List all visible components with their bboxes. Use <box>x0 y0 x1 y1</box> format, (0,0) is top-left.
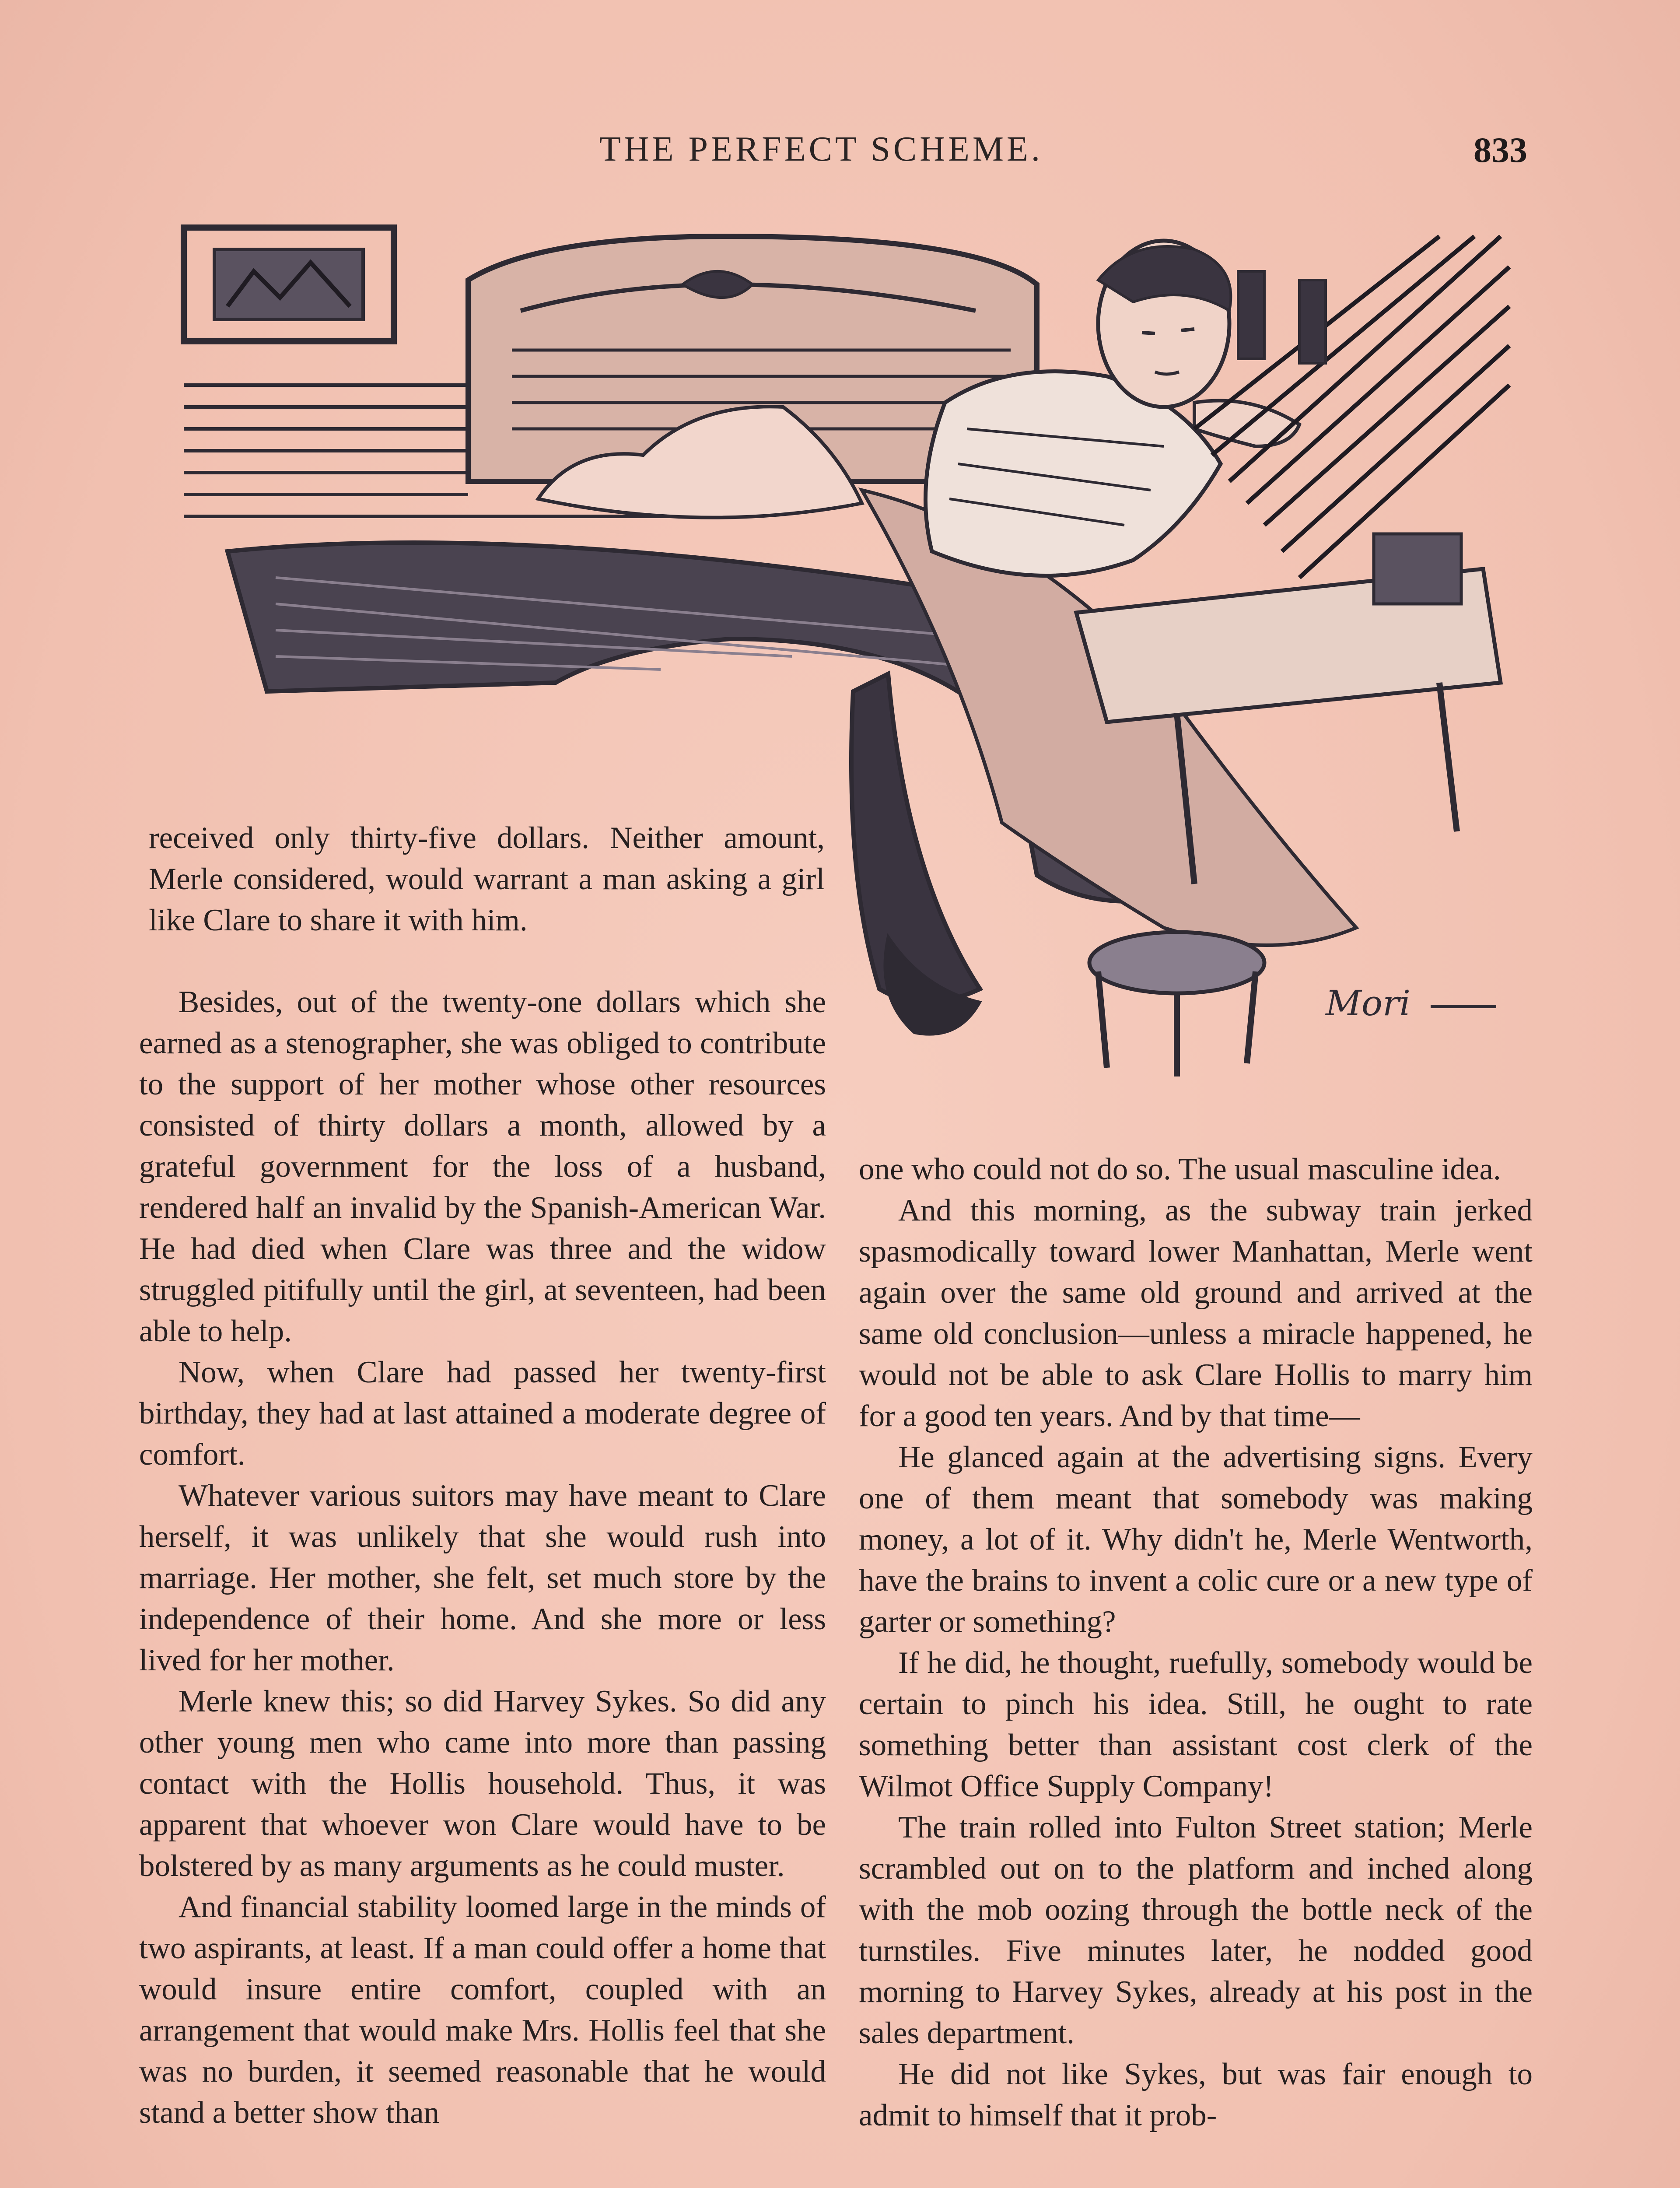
artist-signature: Mori <box>1326 983 1410 1024</box>
paragraph: The train rolled into Fulton Street station; Merle scrambled out on to the platform and inched along with the mob oozing through the bottle neck of the turnstiles. Five minutes later, he nodded good morning to Harvey Sykes, already at his post in the sales department. <box>859 1810 1533 2050</box>
candlesticks <box>1238 271 1326 363</box>
left-column <box>139 982 826 2133</box>
left-column-top <box>149 817 825 941</box>
paragraph: Whatever various suitors may have meant to Clare herself, it was unlikely that she would rush into marriage. Her mother, she felt, set much store by the independence of their home. And she more or less lived for her mother. <box>139 1479 826 1677</box>
paragraph: Now, when Clare had passed her twenty-first birthday, they had at last attained a moderate degree of comfort. <box>139 1355 826 1472</box>
footstool <box>1089 932 1264 1076</box>
paragraph: And this morning, as the subway train jerked spasmodically toward lower Manhattan, Merle went again over the same old ground and arrived at the same old conclusion—unless a miracle happened, he would not be able to ask Clare Hollis to marry him for a good ten years. And by that time— <box>859 1193 1533 1433</box>
paragraph: And financial stability loomed large in the minds of two aspirants, at least. If a man could offer a home that would insure entire comfort, coupled with an arrangement that would make Mrs. Hollis feel that she was no burden, it seemed reasonable that he would stand a better show than <box>139 1890 826 2130</box>
paragraph: received only thirty-five dollars. Neither amount, Merle considered, would warrant a man asking a girl like Clare to share it with him. <box>149 821 825 937</box>
paragraph: He glanced again at the advertising signs. Every one of them meant that somebody was making money, a lot of it. Why didn't he, Merle Wentworth, have the brains to invent a colic cure or a new type of garter or something? <box>859 1440 1533 1639</box>
wall-picture <box>184 228 394 341</box>
paragraph: He did not like Sykes, but was fair enough to admit to himself that it prob- <box>859 2057 1533 2132</box>
paragraph: Merle knew this; so did Harvey Sykes. So did any other young men who came into more than passing contact with the Hollis household. Thus, it was apparent that whoever won Clare would have to be bolstered by as many arguments as he could muster. <box>139 1684 826 1883</box>
paragraph: If he did, he thought, ruefully, somebody would be certain to pinch his idea. Still, he ought to rate something better than assistant cost clerk of the Wilmot Office Supply Company! <box>859 1646 1533 1803</box>
paragraph: one who could not do so. The usual masculine idea. <box>859 1152 1501 1186</box>
page-number: 833 <box>1474 130 1527 170</box>
running-head: THE PERFECT SCHEME. <box>599 130 1043 168</box>
right-column <box>859 1149 1533 2136</box>
bedroom-illustration <box>179 219 1518 1094</box>
paragraph: Besides, out of the twenty-one dollars which she earned as a stenographer, she was obliged to contribute to the support of her mother whose other resources consisted of thirty dollars a month, allowed by a grateful government for the loss of a husband, rendered half an invalid by the Spanish-American War. He had died when Clare was three and the widow struggled pitifully until the girl, at seventeen, had been able to help. <box>139 985 826 1348</box>
